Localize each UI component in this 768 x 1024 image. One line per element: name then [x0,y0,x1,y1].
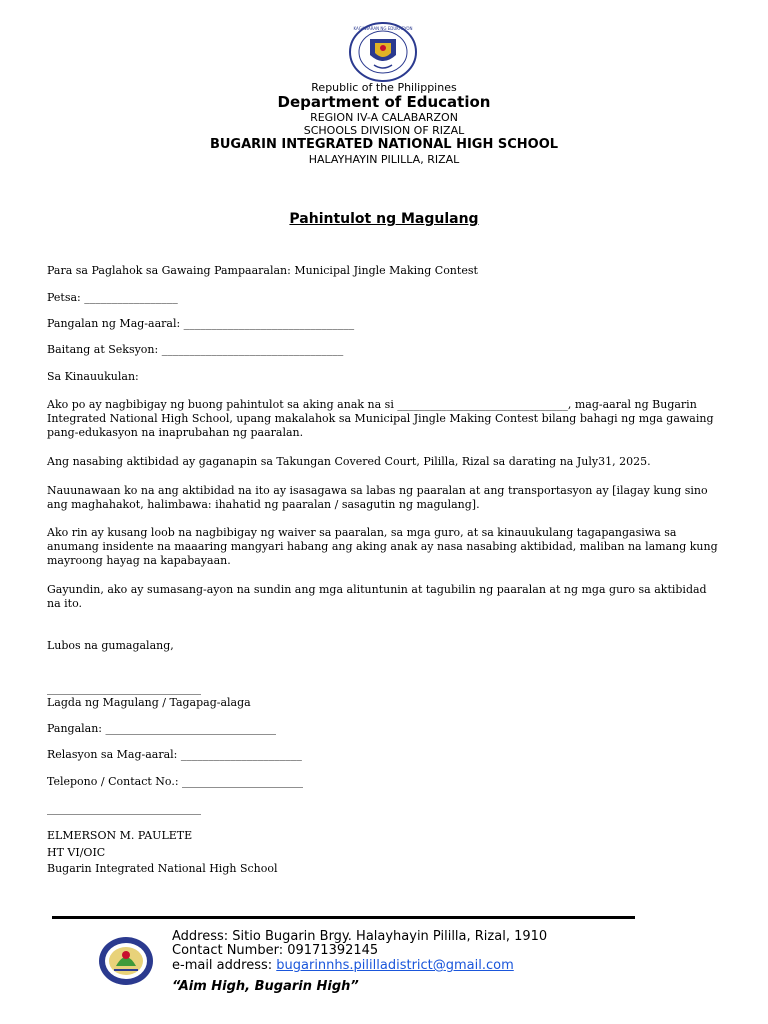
relation-field: Relasyon sa Mag-aaral: ______________________ [47,748,302,761]
region-line: REGION IV-A CALABARZON [310,111,458,124]
activity-line: Para sa Paglahok sa Gawaing Pampaaralan: Municipal Jingle Making Contest [47,264,478,277]
head-signature-line: ____________________________ [47,802,201,815]
department-name: Department of Education [277,93,491,111]
school-logo-icon [98,936,154,986]
waiver-paragraph: Ako rin ay kusang loob na nagbibigay ng waiver sa paaralan, sa mga guro, at sa kinauukulang tagapangasiwa sa anumang insidente na maaaring mangyari habang ang aking anak ay nasa nasabing aktibidad, maliban na lamang kung mayroong hayag na kapabayaan. [47,526,718,567]
email-label: e-mail address: [172,958,277,973]
signatory-name: ELMERSON M. PAULETE [47,829,193,842]
svg-text:KAGAWARAN NG EDUKASYON: KAGAWARAN NG EDUKASYON [353,26,413,31]
deped-seal-icon [348,21,418,83]
footer-contact: Contact Number: 09171392145 [172,943,379,958]
page-title: Pahintulot ng Magulang [289,211,479,227]
school-name: BUGARIN INTEGRATED NATIONAL HIGH SCHOOL [209,137,559,152]
parent-signature-line: ____________________________ [47,682,201,695]
parent-signature-label: Lagda ng Magulang / Tagapag-alaga [47,696,251,709]
signatory-school: Bugarin Integrated National High School [47,862,278,875]
student-name-field: Pangalan ng Mag-aaral: _______________________________ [47,317,355,330]
salutation: Sa Kinauukulan: [47,370,139,383]
signatory-title: HT VI/OIC [47,846,106,859]
date-field: Petsa: _________________ [47,291,178,304]
consent-paragraph: Ako po ay nagbibigay ng buong pahintulot sa aking anak na si _______________________________, mag-aaral ng Bugarin Integrated National High School, upang makalahok sa Municipal Jingle Making Contest bilang bahagi ng mga gawaing pang-edukasyon na inaprubahan ng paaralan. [47,398,714,439]
agreement-paragraph: Gayundin, ako ay sumasang-ayon na sundin ang mga alituntunin at tagubilin ng paaralan at ng mga guro sa aktibidad na ito. [47,583,707,610]
footer-address: Address: Sitio Bugarin Brgy. Halayhayin Pililla, Rizal, 1910 [172,929,548,944]
phone-field: Telepono / Contact No.: ______________________ [47,775,304,788]
parent-name-field: Pangalan: _______________________________ [47,722,277,735]
schedule-paragraph: Ang nasabing aktibidad ay gaganapin sa Takungan Covered Court, Pililla, Rizal sa darating na July31, 2025. [47,455,651,468]
division-line: SCHOOLS DIVISION OF RIZAL [303,124,465,137]
footer-email-row [172,958,514,973]
footer-divider [52,916,635,919]
email-link[interactable]: bugarinnhs.pililladistrict@gmail.com [276,958,514,973]
school-motto: “Aim High, Bugarin High” [172,979,359,994]
school-location: HALAYHAYIN PILILLA, RIZAL [308,153,460,166]
republic-line: Republic of the Philippines [311,81,457,94]
grade-section-field: Baitang at Seksyon: _________________________________ [47,343,344,356]
transport-paragraph: Nauunawaan ko na ang aktibidad na ito ay isasagawa sa labas ng paaralan at ang transportasyon ay [ilagay kung sino ang maghahakot, halimbawa: ihahatid ng paaralan / sasagutin ng magulang]. [47,484,708,511]
closing: Lubos na gumagalang, [47,639,174,652]
